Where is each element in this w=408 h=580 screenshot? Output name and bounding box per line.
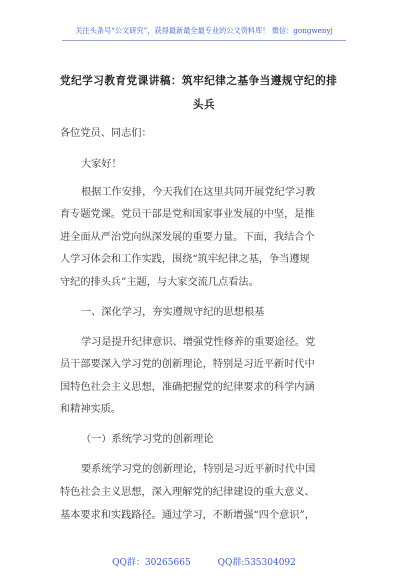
body-line: 员干部要深入学习党的创新理论，特别是习近平新时代中 bbox=[60, 359, 315, 370]
body-line: 进全面从严治党向纵深发展的重要力量。下面，我结合个 bbox=[60, 232, 315, 243]
body-line: 各位党员、同志们： bbox=[60, 128, 152, 139]
body-line: 国特色社会主义思想，准确把握党的纪律要求的科学内涵 bbox=[60, 382, 315, 393]
title-line-2: 头兵 bbox=[192, 99, 216, 111]
document-title bbox=[60, 69, 348, 117]
header-divider bbox=[62, 40, 346, 41]
section-heading: 一、深化学习，夯实遵规守纪的思想根基 bbox=[81, 307, 265, 318]
body-line: 和精神实质。 bbox=[60, 404, 122, 415]
body-line: 学习是提升纪律意识、增强党性修养的重要途径。党 bbox=[81, 337, 316, 348]
footer bbox=[0, 555, 408, 568]
header-note: 关注头条号“公文研究”，获得最新最全最专业的公文资料库！ 微信：gongwenyj bbox=[75, 26, 333, 35]
body-line: 特色社会主义思想，深入理解党的纪律建设的重大意义、 bbox=[60, 487, 315, 498]
body-line: 要系统学习党的创新理论，特别是习近平新时代中国 bbox=[81, 464, 316, 475]
body-line: 育专题党课。党员干部是党和国家事业发展的中坚，是推 bbox=[60, 209, 315, 220]
body-line: 大家好！ bbox=[81, 159, 122, 170]
body-line: 基本要求和实践路径。通过学习，不断增强“四个意识”， bbox=[60, 510, 315, 521]
qq-group-2: QQ群:535304092 bbox=[217, 558, 296, 568]
subsection-heading: （一）系统学习党的创新理论 bbox=[81, 434, 214, 445]
body-line: 人学习体会和工作实践，围绕“筑牢纪律之基，争当遵规 bbox=[60, 254, 310, 265]
body-line: 守纪的排头兵”主题，与大家交流几点看法。 bbox=[60, 277, 259, 288]
body-line: 根据工作安排，今天我们在这里共同开展党纪学习教 bbox=[81, 187, 316, 198]
title-line-1: 党纪学习教育党课讲稿：筑牢纪律之基争当遵规守纪的排 bbox=[60, 75, 338, 87]
qq-group-1: QQ群：30265665 bbox=[112, 558, 191, 568]
